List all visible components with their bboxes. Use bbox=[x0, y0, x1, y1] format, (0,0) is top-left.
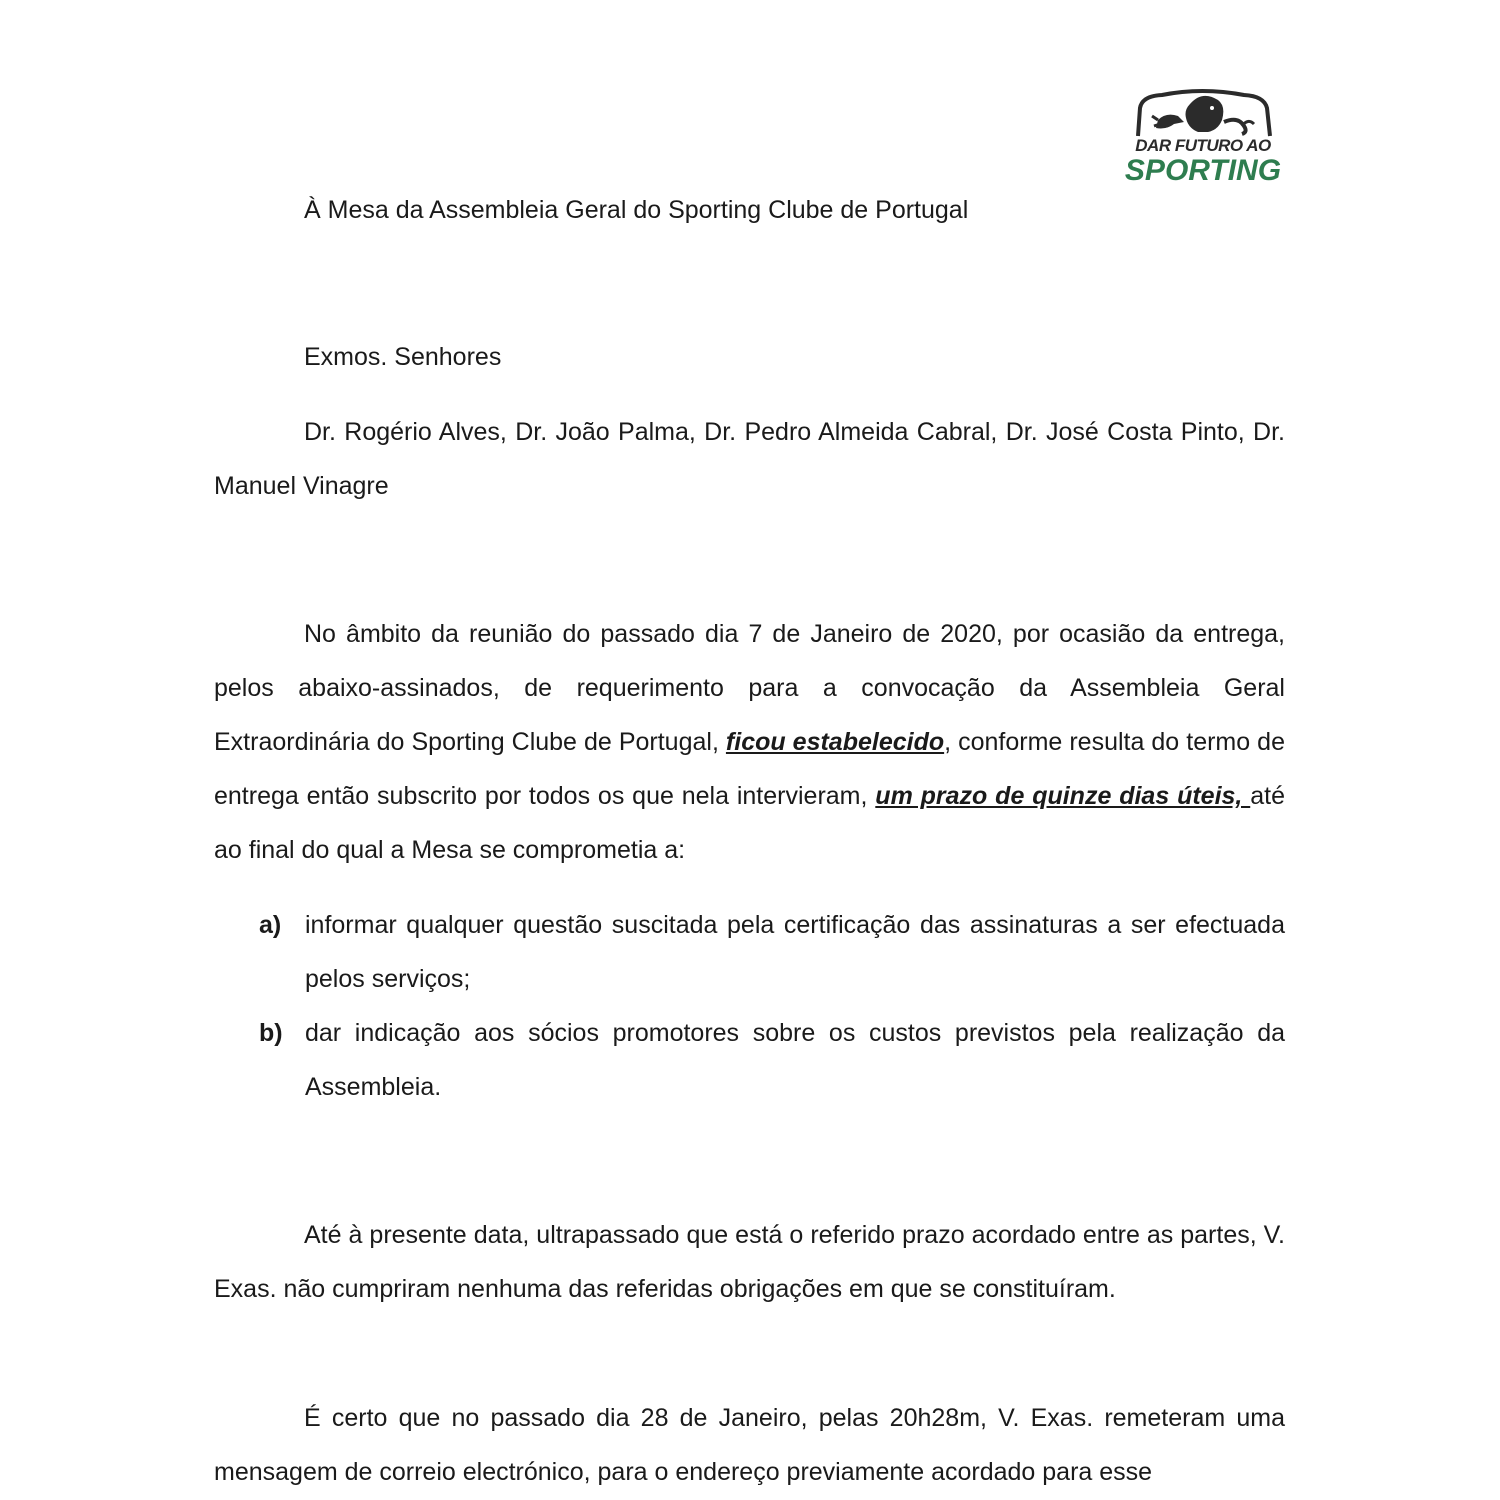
list-marker: b) bbox=[259, 1019, 283, 1047]
list-item bbox=[214, 1006, 1285, 1114]
paragraph-1-text-a: No âmbito da reunião do passado dia 7 de Janeiro de 2020, por ocasião da entrega, pelos abaixo-assinados, de requerimento para a convocação da Assembleia Geral Extraordinária do Sporting Clube de Portugal, bbox=[214, 620, 1285, 756]
paragraph-1-emphasis-established: ficou estabelecido bbox=[725, 728, 945, 756]
paragraph-1-text-c: , conforme resulta do termo de entrega então subscrito por todos os que nela intervieram, bbox=[214, 728, 1285, 810]
logo-line-1: DAR FUTURO AO bbox=[1135, 136, 1271, 155]
paragraph-3: É certo que no passado dia 28 de Janeiro, pelas 20h28m, V. Exas. remeteram uma mensagem de correio electrónico, para o endereço previamente acordado para esse bbox=[214, 1404, 1285, 1486]
paragraph-1 bbox=[214, 607, 1285, 877]
logo-line-2: SPORTING bbox=[1124, 154, 1282, 187]
paragraph-2: Até à presente data, ultrapassado que está o referido prazo acordado entre as partes, V. Exas. não cumpriram nenhuma das referidas obrigações em que se constituíram. bbox=[214, 1221, 1285, 1303]
paragraph-1-emphasis-deadline: um prazo de quinze dias úteis, bbox=[875, 782, 1251, 810]
list-marker: a) bbox=[259, 911, 282, 939]
list-item-text: dar indicação aos sócios promotores sobre os custos previstos pela realização da Assembleia. bbox=[305, 1019, 1285, 1101]
list-item-text: informar qualquer questão suscitada pela certificação das assinaturas a ser efectuada pelos serviços; bbox=[305, 911, 1285, 993]
addressee-line: À Mesa da Assembleia Geral do Sporting Clube de Portugal bbox=[304, 196, 969, 224]
dar-futuro-ao-sporting-logo bbox=[1122, 86, 1284, 190]
addressee-names: Dr. Rogério Alves, Dr. João Palma, Dr. Pedro Almeida Cabral, Dr. José Costa Pinto, Dr. Manuel Vinagre bbox=[214, 418, 1285, 500]
lion-crest-icon bbox=[1122, 86, 1284, 138]
salutation: Exmos. Senhores bbox=[304, 343, 502, 371]
paragraph-1-text-e: até ao final do qual a Mesa se comprometia a: bbox=[214, 782, 1285, 864]
list-item bbox=[214, 898, 1285, 1006]
